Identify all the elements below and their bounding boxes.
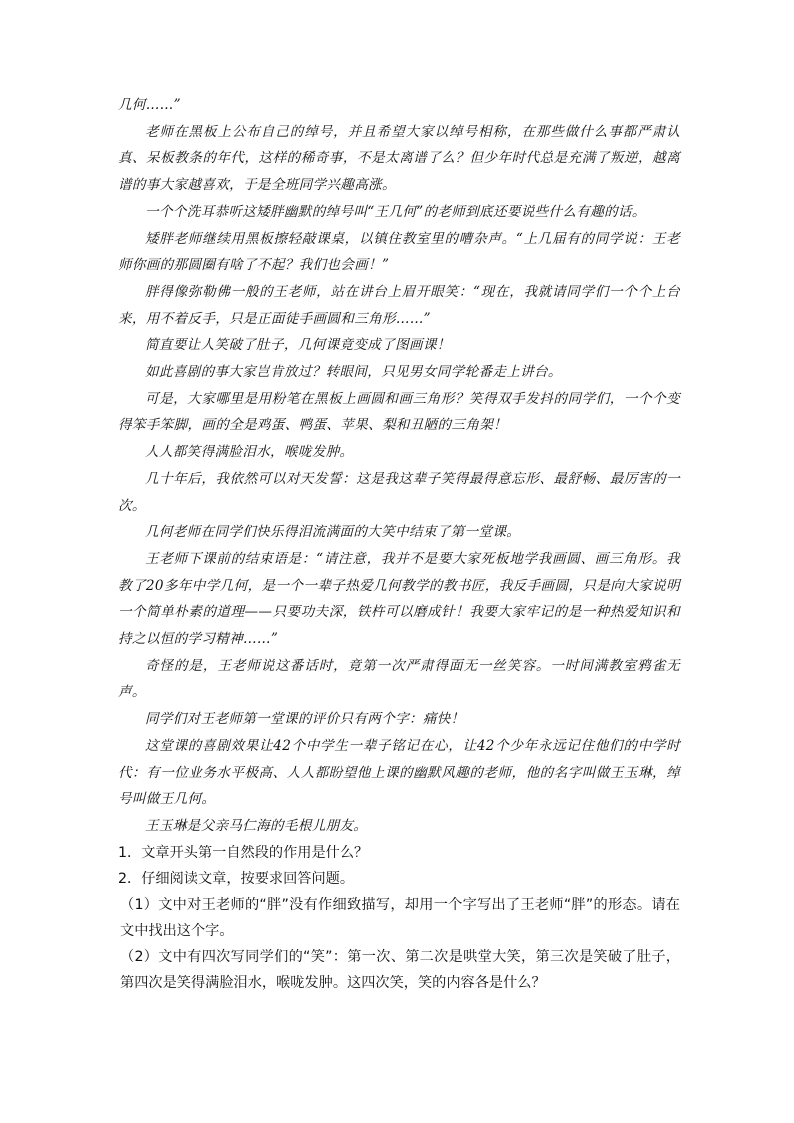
question-1: 1．文章开头第一自然段的作用是什么？: [118, 844, 369, 861]
question-2-part-2: （2）文中有四次写同学们的“笑”：第一次、第二次是哄堂大笑，第三次是笑破了肚子，第四次是笑得满脸泪水，喉咙发肿。这四次笑，笑的内容各是什么？: [120, 948, 680, 991]
paragraph: 同学们对王老师第一堂课的评价只有两个字：痛快！: [145, 711, 465, 728]
paragraph: 几何老师在同学们快乐得泪流满面的大笑中结束了第一堂课。: [145, 524, 521, 541]
paragraph: 老师在黑板上公布自己的绰号，并且希望大家以绰号相称，在那些做什么事都严肃认真、呆板教条的年代，这样的稀奇事，不是太离谱了么？但少年时代总是充满了叛逆，越离谱的事大家越喜欢，于是全班同学兴趣高涨。: [118, 123, 680, 194]
paragraph: 王玉琳是父亲马仁海的毛根儿朋友。: [145, 817, 368, 834]
paragraph: 人人都笑得满脸泪水，喉咙发肿。: [145, 444, 354, 461]
document-page: [118, 92, 680, 996]
paragraph: 这堂课的喜剧效果让42个中学生一辈子铭记在心，让42个少年永远记住他们的中学时代：有一位业务水平极高、人人都盼望他上课的幽默风趣的老师，他的名字叫做王玉琳，绰号叫做王几何。: [118, 737, 680, 808]
paragraph: 胖得像弥勒佛一般的王老师，站在讲台上眉开眼笑：“现在，我就请同学们一个个上台来，用不着反手，只是正面徒手画圆和三角形……”: [118, 283, 680, 327]
paragraph: 一个个洗耳恭听这矮胖幽默的绰号叫“王几何”的老师到底还要说些什么有趣的话。: [145, 203, 646, 220]
questions: [118, 840, 680, 996]
passage: [118, 92, 680, 840]
question-2: 2．仔细阅读文章，按要求回答问题。: [118, 870, 355, 887]
paragraph: 王老师下课前的结束语是：“请注意，我并不是要大家死板地学我画圆、画三角形。我教了20多年中学几何，是一个一辈子热爱几何教学的教书匠，我反手画圆，只是向大家说明一个简单朴素的道理——只要功夫深，铁杵可以磨成针！我要大家牢记的是一种热爱知识和持之以恒的学习精神……”: [118, 550, 680, 648]
paragraph: 奇怪的是，王老师说这番话时，竟第一次严肃得面无一丝笑容。一时间满教室鸦雀无声。: [118, 657, 680, 701]
paragraph: 简直要让人笑破了肚子，几何课竟变成了图画课！: [145, 337, 451, 354]
paragraph: 矮胖老师继续用黑板擦轻敲课桌，以镇住教室里的嘈杂声。“上几届有的同学说：王老师你画的那圆圈有啥了不起？我们也会画！”: [118, 230, 680, 274]
paragraph: 如此喜剧的事大家岂肯放过？转眼间，只见男女同学轮番走上讲台。: [145, 364, 562, 381]
question-2-part-1: （1）文中对王老师的“胖”没有作细致描写，却用一个字写出了王老师“胖”的形态。请在文中找出这个字。: [120, 896, 680, 939]
paragraph: 几何……”: [118, 97, 181, 113]
paragraph: 几十年后，我依然可以对天发誓：这是我这辈子笑得最得意忘形、最舒畅、最厉害的一次。: [118, 470, 680, 514]
paragraph: 可是，大家哪里是用粉笔在黑板上画圆和画三角形？笑得双手发抖的同学们，一个个变得笨手笨脚，画的全是鸡蛋、鸭蛋、苹果、梨和丑陋的三角架！: [118, 390, 680, 434]
